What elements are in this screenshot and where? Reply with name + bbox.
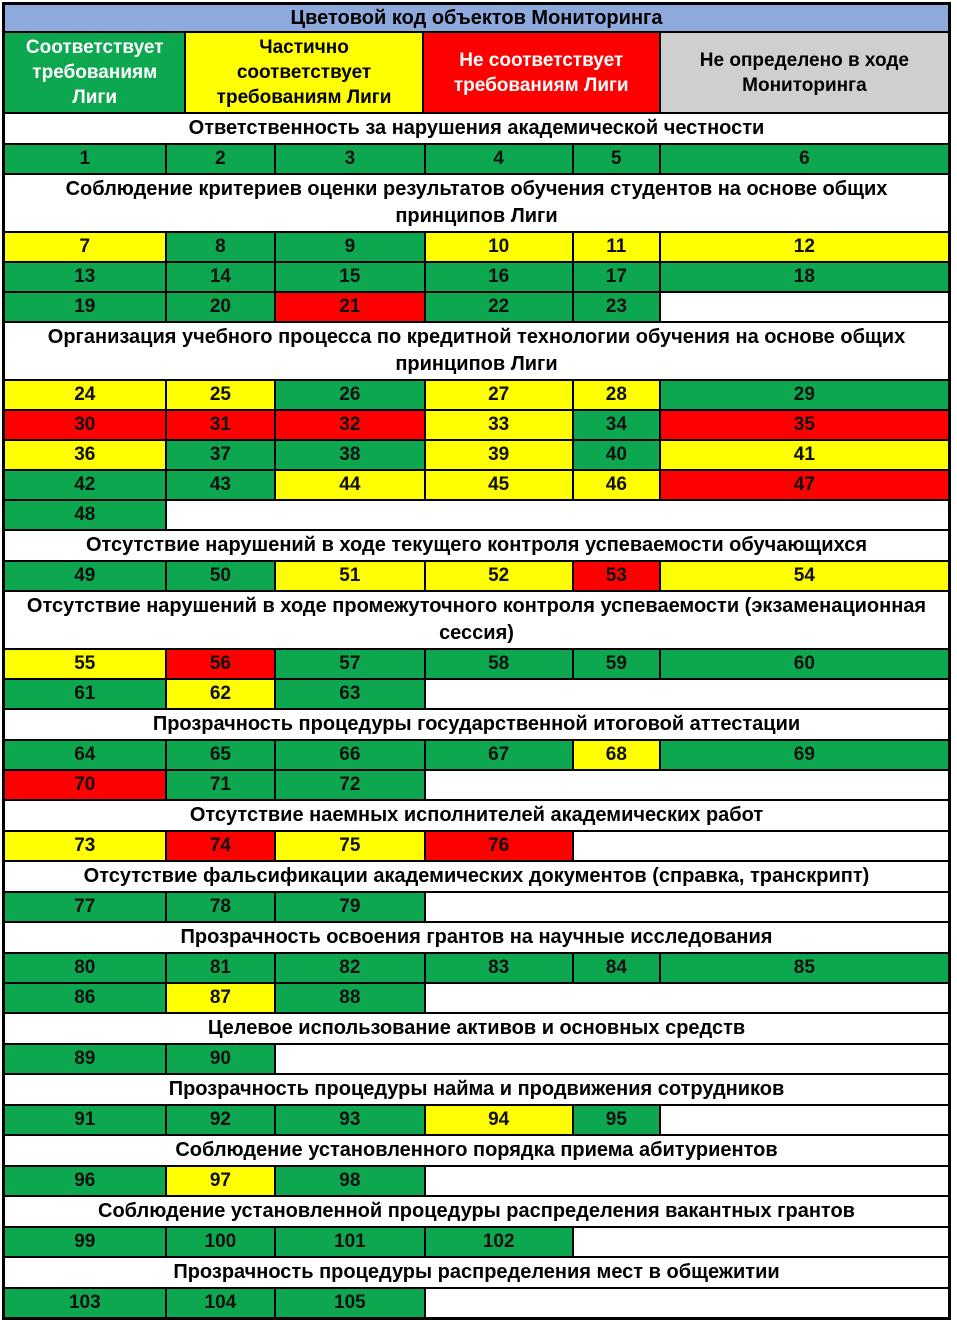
number-row	[4, 232, 949, 262]
status-cell-green: 5	[573, 144, 660, 174]
status-cell-green: 92	[166, 1105, 276, 1135]
status-cell-yellow: 46	[573, 470, 660, 500]
status-cell-green: 50	[166, 561, 276, 591]
status-cell-green: 19	[4, 292, 166, 322]
status-cell-green: 104	[166, 1288, 276, 1318]
status-cell-yellow: 68	[573, 740, 660, 770]
status-cell-green: 23	[573, 292, 660, 322]
empty-cell	[660, 1105, 949, 1135]
status-cell-green: 18	[660, 262, 949, 292]
status-cell-yellow: 7	[4, 232, 166, 262]
number-row	[4, 953, 949, 983]
section-title: Соблюдение установленной процедуры распределения вакантных грантов	[4, 1196, 949, 1227]
status-cell-yellow: 41	[660, 440, 949, 470]
status-cell-green: 37	[166, 440, 276, 470]
status-cell-green: 80	[4, 953, 166, 983]
status-cell-green: 64	[4, 740, 166, 770]
number-row	[4, 440, 949, 470]
section-title: Отсутствие нарушений в ходе промежуточного контроля успеваемости (экзаменационная сессия)	[4, 591, 949, 649]
status-cell-green: 20	[166, 292, 276, 322]
status-cell-green: 63	[275, 679, 424, 709]
status-cell-green: 83	[425, 953, 573, 983]
status-cell-green: 58	[425, 649, 573, 679]
status-cell-green: 95	[573, 1105, 660, 1135]
section-title: Отсутствие нарушений в ходе текущего контроля успеваемости обучающихся	[4, 530, 949, 561]
status-cell-green: 72	[275, 770, 424, 800]
empty-cell	[573, 1227, 949, 1257]
status-cell-green: 85	[660, 953, 949, 983]
status-cell-green: 17	[573, 262, 660, 292]
status-cell-green: 78	[166, 892, 276, 922]
status-cell-green: 79	[275, 892, 424, 922]
status-cell-green: 14	[166, 262, 276, 292]
table-title: Цветовой код объектов Мониторинга	[4, 4, 949, 32]
status-cell-yellow: 73	[4, 831, 166, 861]
section-title: Прозрачность процедуры государственной итоговой аттестации	[4, 709, 949, 740]
status-cell-green: 93	[275, 1105, 424, 1135]
status-cell-green: 6	[660, 144, 949, 174]
status-cell-green: 38	[275, 440, 424, 470]
status-cell-green: 84	[573, 953, 660, 983]
status-cell-red: 32	[275, 410, 424, 440]
section-title: Соблюдение критериев оценки результатов обучения студентов на основе общих принципов Лиги	[4, 174, 949, 232]
number-row	[4, 740, 949, 770]
status-cell-green: 26	[275, 380, 424, 410]
status-cell-green: 99	[4, 1227, 166, 1257]
number-row	[4, 892, 949, 922]
empty-cell	[166, 500, 949, 530]
number-row	[4, 1044, 949, 1074]
status-cell-green: 57	[275, 649, 424, 679]
number-row	[4, 770, 949, 800]
status-cell-red: 70	[4, 770, 166, 800]
status-cell-red: 21	[275, 292, 424, 322]
status-cell-green: 13	[4, 262, 166, 292]
status-cell-yellow: 62	[166, 679, 276, 709]
status-cell-yellow: 45	[425, 470, 573, 500]
number-row	[4, 831, 949, 861]
number-row	[4, 1227, 949, 1257]
status-cell-red: 74	[166, 831, 276, 861]
status-cell-green: 61	[4, 679, 166, 709]
section-title: Соблюдение установленного порядка приема абитуриентов	[4, 1135, 949, 1166]
monitoring-color-code-table	[2, 2, 951, 1320]
status-cell-red: 30	[4, 410, 166, 440]
empty-cell	[425, 770, 949, 800]
section-title: Прозрачность освоения грантов на научные исследования	[4, 922, 949, 953]
sections	[4, 113, 949, 1318]
number-row	[4, 679, 949, 709]
status-cell-green: 16	[425, 262, 573, 292]
empty-cell	[573, 831, 949, 861]
number-row	[4, 649, 949, 679]
status-cell-yellow: 28	[573, 380, 660, 410]
status-cell-green: 98	[275, 1166, 424, 1196]
empty-cell	[660, 292, 949, 322]
number-row	[4, 262, 949, 292]
status-cell-green: 3	[275, 144, 424, 174]
status-cell-green: 90	[166, 1044, 276, 1074]
status-cell-yellow: 97	[166, 1166, 276, 1196]
status-cell-yellow: 51	[275, 561, 424, 591]
section-title: Отсутствие наемных исполнителей академических работ	[4, 800, 949, 831]
empty-cell	[425, 1166, 949, 1196]
status-cell-green: 71	[166, 770, 276, 800]
status-cell-green: 81	[166, 953, 276, 983]
status-cell-yellow: 94	[425, 1105, 573, 1135]
number-row	[4, 292, 949, 322]
status-cell-yellow: 75	[275, 831, 424, 861]
status-cell-yellow: 36	[4, 440, 166, 470]
status-cell-green: 48	[4, 500, 166, 530]
status-cell-green: 59	[573, 649, 660, 679]
status-cell-green: 88	[275, 983, 424, 1013]
status-cell-green: 67	[425, 740, 573, 770]
status-cell-red: 53	[573, 561, 660, 591]
status-cell-green: 69	[660, 740, 949, 770]
status-cell-yellow: 24	[4, 380, 166, 410]
status-cell-yellow: 33	[425, 410, 573, 440]
number-row	[4, 983, 949, 1013]
number-row	[4, 1288, 949, 1318]
status-cell-yellow: 39	[425, 440, 573, 470]
empty-cell	[275, 1044, 949, 1074]
empty-cell	[425, 679, 949, 709]
status-cell-green: 101	[275, 1227, 424, 1257]
number-row	[4, 561, 949, 591]
status-cell-green: 82	[275, 953, 424, 983]
status-cell-yellow: 12	[660, 232, 949, 262]
status-cell-red: 76	[425, 831, 573, 861]
status-cell-green: 65	[166, 740, 276, 770]
section-title: Целевое использование активов и основных средств	[4, 1013, 949, 1044]
status-cell-green: 77	[4, 892, 166, 922]
number-row	[4, 380, 949, 410]
number-row	[4, 1105, 949, 1135]
number-row	[4, 1166, 949, 1196]
status-cell-red: 31	[166, 410, 276, 440]
empty-cell	[425, 1288, 949, 1318]
status-cell-green: 86	[4, 983, 166, 1013]
legend-cell-gray: Не определено в ходе Мониторинга	[660, 32, 949, 113]
status-cell-yellow: 55	[4, 649, 166, 679]
status-cell-green: 9	[275, 232, 424, 262]
section-title: Прозрачность процедуры найма и продвижения сотрудников	[4, 1074, 949, 1105]
status-cell-yellow: 11	[573, 232, 660, 262]
status-cell-red: 56	[166, 649, 276, 679]
section-title: Организация учебного процесса по кредитной технологии обучения на основе общих принципов Лиги	[4, 322, 949, 380]
empty-cell	[425, 983, 949, 1013]
status-cell-yellow: 87	[166, 983, 276, 1013]
status-cell-green: 40	[573, 440, 660, 470]
status-cell-green: 60	[660, 649, 949, 679]
status-cell-red: 47	[660, 470, 949, 500]
status-cell-green: 89	[4, 1044, 166, 1074]
status-cell-green: 34	[573, 410, 660, 440]
legend-cell-green: Соответствует требованиям Лиги	[4, 32, 185, 113]
status-cell-green: 105	[275, 1288, 424, 1318]
empty-cell	[425, 892, 949, 922]
status-cell-green: 1	[4, 144, 166, 174]
status-cell-red: 35	[660, 410, 949, 440]
status-cell-green: 4	[425, 144, 573, 174]
status-cell-yellow: 25	[166, 380, 276, 410]
section-title: Ответственность за нарушения академической честности	[4, 113, 949, 144]
status-cell-green: 103	[4, 1288, 166, 1318]
number-row	[4, 410, 949, 440]
legend-cell-red: Не соответствует требованиям Лиги	[423, 32, 660, 113]
status-cell-green: 2	[166, 144, 276, 174]
status-cell-yellow: 54	[660, 561, 949, 591]
status-cell-green: 15	[275, 262, 424, 292]
status-cell-green: 42	[4, 470, 166, 500]
legend-row	[4, 32, 949, 113]
section-title: Прозрачность процедуры распределения мест в общежитии	[4, 1257, 949, 1288]
status-cell-green: 8	[166, 232, 276, 262]
status-cell-green: 66	[275, 740, 424, 770]
status-cell-green: 96	[4, 1166, 166, 1196]
status-cell-green: 29	[660, 380, 949, 410]
status-cell-yellow: 44	[275, 470, 424, 500]
number-row	[4, 500, 949, 530]
status-cell-yellow: 27	[425, 380, 573, 410]
status-cell-green: 100	[166, 1227, 276, 1257]
status-cell-yellow: 52	[425, 561, 573, 591]
section-title: Отсутствие фальсификации академических документов (справка, транскрипт)	[4, 861, 949, 892]
status-cell-green: 102	[425, 1227, 573, 1257]
status-cell-yellow: 10	[425, 232, 573, 262]
status-cell-green: 91	[4, 1105, 166, 1135]
status-cell-green: 43	[166, 470, 276, 500]
number-row	[4, 144, 949, 174]
status-cell-green: 49	[4, 561, 166, 591]
legend-cell-yellow: Частично соответствует требованиям Лиги	[185, 32, 422, 113]
status-cell-green: 22	[425, 292, 573, 322]
number-row	[4, 470, 949, 500]
